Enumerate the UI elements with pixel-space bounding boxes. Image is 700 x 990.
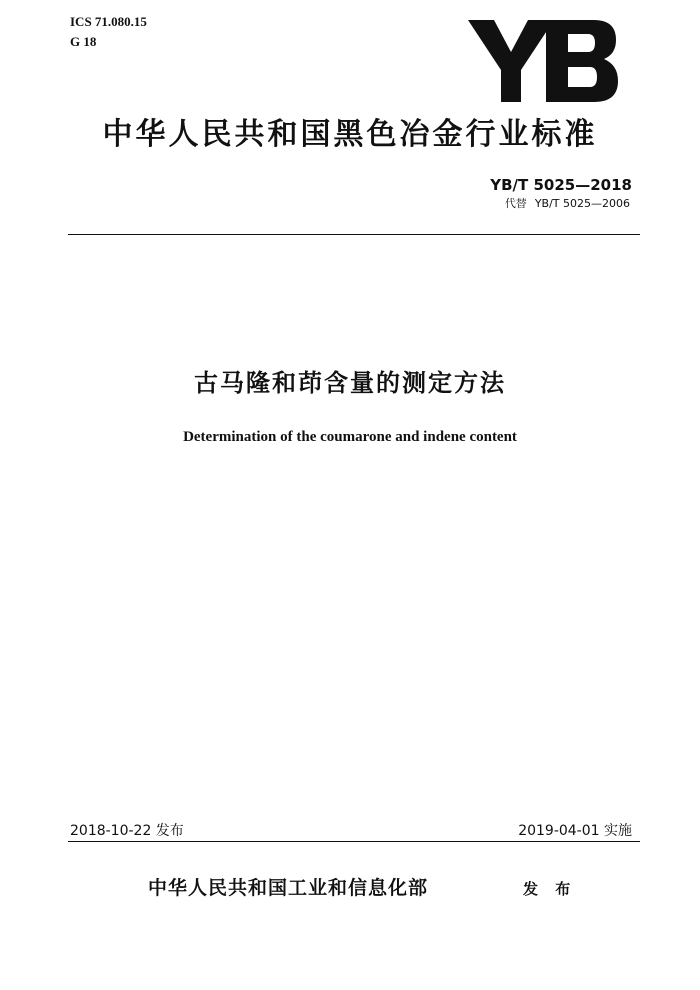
top-divider [68,234,640,235]
document-title-chinese: 古马隆和茚含量的测定方法 [194,369,506,397]
implementation-date: 2019-04-01 实施 [518,823,632,839]
standard-number: YB/T 5025—2018 [490,176,632,194]
publisher-name: 中华人民共和国工业和信息化部 [148,877,429,899]
replaces-label: 代替 [504,197,527,210]
yb-logo [468,20,618,102]
ics-code: ICS 71.080.15 [70,14,147,29]
bottom-divider [68,841,640,842]
publisher-action: 发 布 [523,880,577,898]
industry-standard-title: 中华人民共和国黑色冶金行业标准 [102,117,598,152]
replaces-number: YB/T 5025—2006 [534,197,630,210]
issue-date: 2018-10-22 发布 [70,823,184,839]
yb-logo-graphic [468,20,618,102]
classification-code: G 18 [70,34,97,49]
replaces-line [497,197,630,211]
document-title-english: Determination of the coumarone and indene content [183,429,517,445]
